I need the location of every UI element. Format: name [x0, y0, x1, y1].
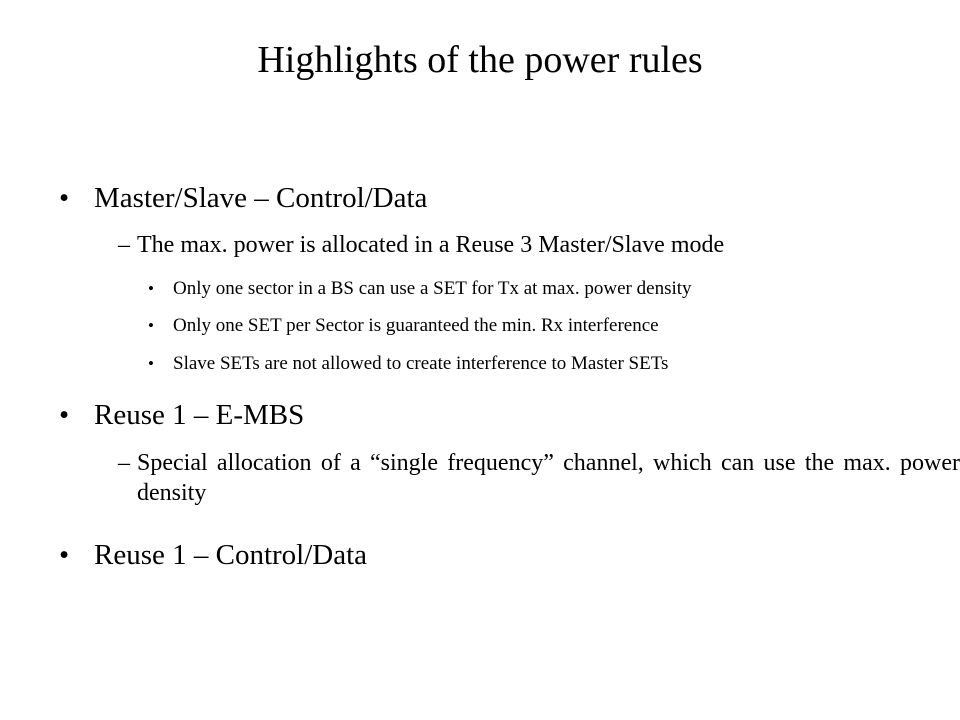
- sub-sub-bullet-marker: •: [148, 279, 154, 298]
- bullet-marker: •: [59, 399, 70, 431]
- sub-sub-bullet-one-set: Only one SET per Sector is guaranteed the min. Rx interference: [173, 315, 659, 336]
- bullet-reuse1-embs: Reuse 1 – E-MBS: [94, 399, 305, 431]
- bullet-marker: •: [59, 182, 70, 214]
- bullet-master-slave: Master/Slave – Control/Data: [94, 182, 428, 214]
- sub-bullet-special-allocation: Special allocation of a “single frequency” channel, which can use the max. power density: [137, 450, 960, 506]
- sub-bullet-max-power: The max. power is allocated in a Reuse 3 Master/Slave mode: [137, 232, 725, 258]
- bullet-reuse1-control-data: Reuse 1 – Control/Data: [94, 539, 368, 571]
- bullet-marker: •: [59, 539, 70, 571]
- slide-title: Highlights of the power rules: [257, 39, 703, 81]
- sub-sub-bullet-slave-sets: Slave SETs are not allowed to create interference to Master SETs: [173, 353, 669, 374]
- dash-marker: –: [118, 232, 130, 258]
- sub-sub-bullet-marker: •: [148, 354, 154, 373]
- sub-sub-bullet-marker: •: [148, 316, 154, 335]
- sub-sub-bullet-one-sector: Only one sector in a BS can use a SET for Tx at max. power density: [173, 278, 692, 299]
- dash-marker: –: [118, 450, 130, 476]
